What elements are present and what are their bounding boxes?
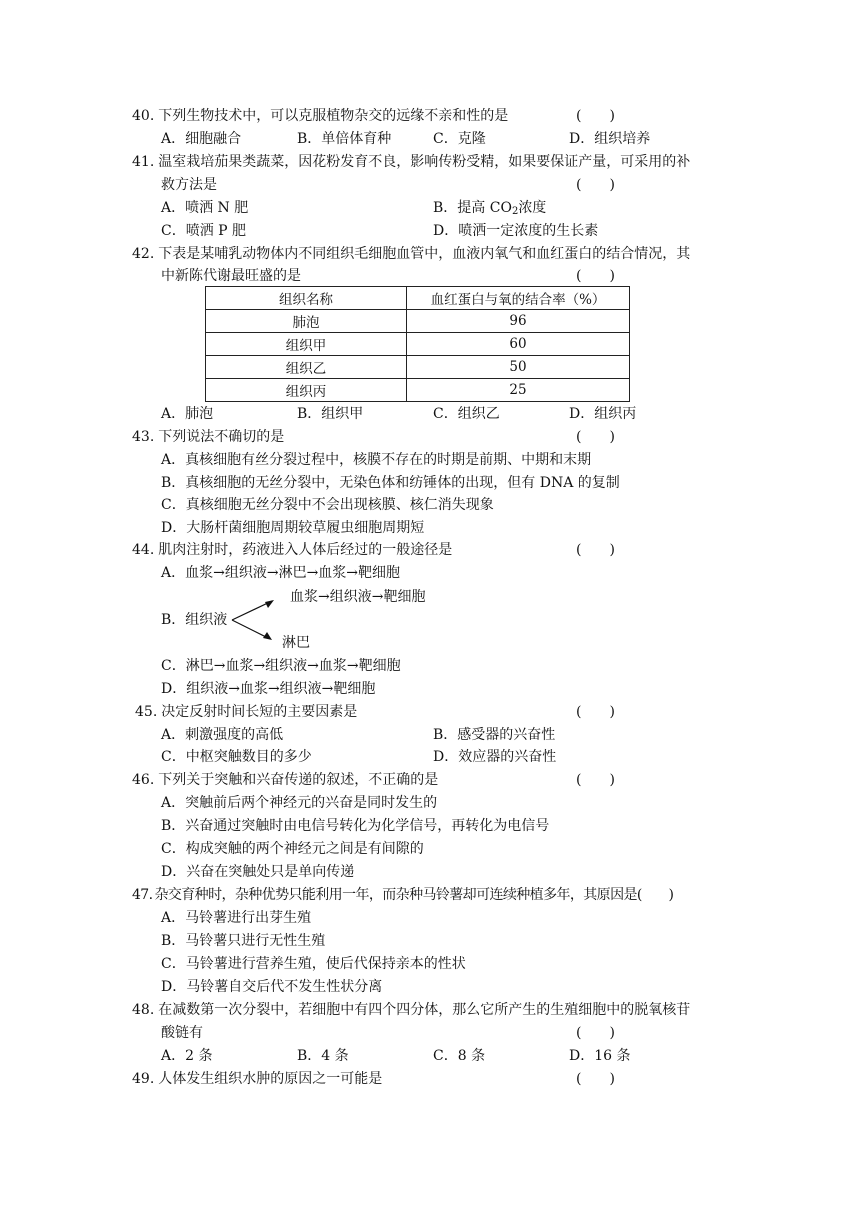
question-number: 42.	[132, 246, 155, 262]
table-header-cell: 血红蛋白与氧的结合率（%）	[407, 287, 630, 310]
table-row	[206, 310, 630, 333]
option-c: C．构成突触的两个神经元之间是有间隙的	[161, 841, 424, 857]
option-b-subscript: 2	[511, 206, 519, 217]
option-a: A．2 条	[161, 1048, 213, 1064]
option-c: C．马铃薯进行营养生殖，使后代保持亲本的性状	[161, 956, 466, 972]
option-d: D．16 条	[569, 1048, 631, 1064]
table-cell: 组织甲	[206, 333, 407, 356]
answer-paren: ( )	[576, 542, 615, 558]
answer-paren: ( )	[576, 429, 615, 445]
question-number: 49.	[132, 1071, 155, 1087]
question-45	[135, 702, 357, 722]
question-44	[132, 540, 452, 560]
table-header-row	[206, 287, 630, 310]
question-49	[132, 1069, 382, 1089]
option-a: A．突触前后两个神经元的兴奋是同时发生的	[161, 795, 438, 811]
question-text: 杂交育种时，杂种优势只能利用一年，而杂种马铃薯却可连续种植多年，其原因是( )	[154, 887, 674, 903]
option-d: D．喷洒一定浓度的生长素	[433, 223, 599, 239]
table-cell: 25	[407, 379, 630, 402]
question-43	[132, 427, 284, 447]
branch-arrows-icon	[230, 596, 280, 646]
option-d: D．马铃薯自交后代不发生性状分离	[161, 979, 383, 995]
question-47	[132, 885, 673, 905]
table-header-cell: 组织名称	[206, 287, 407, 310]
option-b	[433, 198, 546, 222]
question-text: 肌肉注射时，药液进入人体后经过的一般途径是	[158, 542, 453, 558]
question-48	[132, 1000, 690, 1020]
option-d: D．大肠杆菌细胞周期较草履虫细胞周期短	[161, 520, 425, 536]
question-number: 46.	[132, 772, 155, 788]
option-c: C．喷洒 P 肥	[161, 223, 247, 239]
option-b-text-end: 浓度	[518, 200, 547, 216]
option-a: A．肺泡	[161, 406, 214, 422]
question-text: 人体发生组织水肿的原因之一可能是	[158, 1071, 383, 1087]
question-text-cont: 酸链有	[161, 1025, 203, 1041]
question-text: 决定反射时间长短的主要因素是	[161, 704, 358, 720]
option-c: C．克隆	[433, 131, 486, 147]
option-c: C．中枢突触数目的多少	[161, 749, 312, 765]
option-b-upper-path: 血浆→组织液→靶细胞	[290, 589, 426, 605]
answer-paren: ( )	[576, 772, 615, 788]
option-b: B．组织液	[161, 612, 228, 628]
option-b: B．真核细胞的无丝分裂中，无染色体和纺锤体的出现，但有 DNA 的复制	[161, 475, 620, 491]
question-text: 下列关于突触和兴奋传递的叙述，不正确的是	[158, 772, 439, 788]
table-row	[206, 333, 630, 356]
option-b: B．单倍体育种	[297, 131, 392, 147]
option-b-lower-path: 淋巴	[282, 635, 310, 651]
table-cell: 60	[407, 333, 630, 356]
option-c: C．淋巴→血浆→组织液→血浆→靶细胞	[161, 658, 401, 674]
question-text: 下表是某哺乳动物体内不同组织毛细胞血管中，血液内氧气和血红蛋白的结合情况，其	[158, 246, 691, 262]
oxygen-binding-table	[205, 286, 630, 402]
question-text: 温室栽培茄果类蔬菜，因花粉发育不良，影响传粉受精，如果要保证产量，可采用的补	[158, 154, 691, 170]
question-number: 40.	[132, 108, 155, 124]
question-number: 43.	[132, 429, 155, 445]
option-d: D．兴奋在突触处只是单向传递	[161, 864, 355, 880]
question-number: 44.	[132, 542, 155, 558]
question-number: 45.	[135, 704, 158, 720]
option-c: C．8 条	[433, 1048, 486, 1064]
option-d: D．效应器的兴奋性	[433, 749, 557, 765]
option-a: A．马铃薯进行出芽生殖	[161, 910, 312, 926]
answer-paren: ( )	[576, 177, 615, 193]
question-number: 41.	[132, 154, 155, 170]
table-cell: 50	[407, 356, 630, 379]
option-d: D．组织丙	[569, 406, 637, 422]
option-a: A．真核细胞有丝分裂过程中，核膜不存在的时期是前期、中期和末期	[161, 452, 592, 468]
answer-paren: ( )	[576, 1025, 615, 1041]
table-cell: 肺泡	[206, 310, 407, 333]
option-d: D．组织液→血浆→组织液→靶细胞	[161, 681, 376, 697]
question-text-cont: 中新陈代谢最旺盛的是	[161, 268, 301, 284]
question-42	[132, 244, 690, 264]
question-number: 48.	[132, 1002, 155, 1018]
question-text: 下列说法不确切的是	[158, 429, 285, 445]
answer-paren: ( )	[576, 704, 615, 720]
question-40	[132, 106, 508, 126]
option-a: A．刺激强度的高低	[161, 727, 284, 743]
option-a: A．细胞融合	[161, 131, 242, 147]
option-b: B．兴奋通过突触时由电信号转化为化学信号，再转化为电信号	[161, 818, 550, 834]
question-46	[132, 770, 438, 790]
answer-paren: ( )	[576, 268, 615, 284]
option-a: A．喷洒 N 肥	[161, 200, 249, 216]
question-text: 在减数第一次分裂中，若细胞中有四个四分体，那么它所产生的生殖细胞中的脱氧核苷	[158, 1002, 691, 1018]
option-b: B．马铃薯只进行无性生殖	[161, 933, 326, 949]
table-cell: 组织丙	[206, 379, 407, 402]
question-text-cont: 救方法是	[161, 177, 217, 193]
option-d: D．组织培养	[569, 131, 651, 147]
table-cell: 组织乙	[206, 356, 407, 379]
option-c: C．真核细胞无丝分裂中不会出现核膜、核仁消失现象	[161, 497, 494, 513]
table-cell: 96	[407, 310, 630, 333]
question-number: 47.	[132, 887, 153, 903]
table-row	[206, 379, 630, 402]
option-b: B．4 条	[297, 1048, 349, 1064]
option-a: A．血浆→组织液→淋巴→血浆→靶细胞	[161, 565, 401, 581]
question-text: 下列生物技术中，可以克服植物杂交的远缘不亲和性的是	[158, 108, 509, 124]
table-row	[206, 356, 630, 379]
answer-paren: ( )	[576, 108, 615, 124]
option-c: C．组织乙	[433, 406, 500, 422]
option-b-text: B．提高 CO	[433, 200, 512, 216]
answer-paren: ( )	[576, 1071, 615, 1087]
option-b: B．组织甲	[297, 406, 364, 422]
option-b: B．感受器的兴奋性	[433, 727, 556, 743]
question-41	[132, 152, 690, 172]
